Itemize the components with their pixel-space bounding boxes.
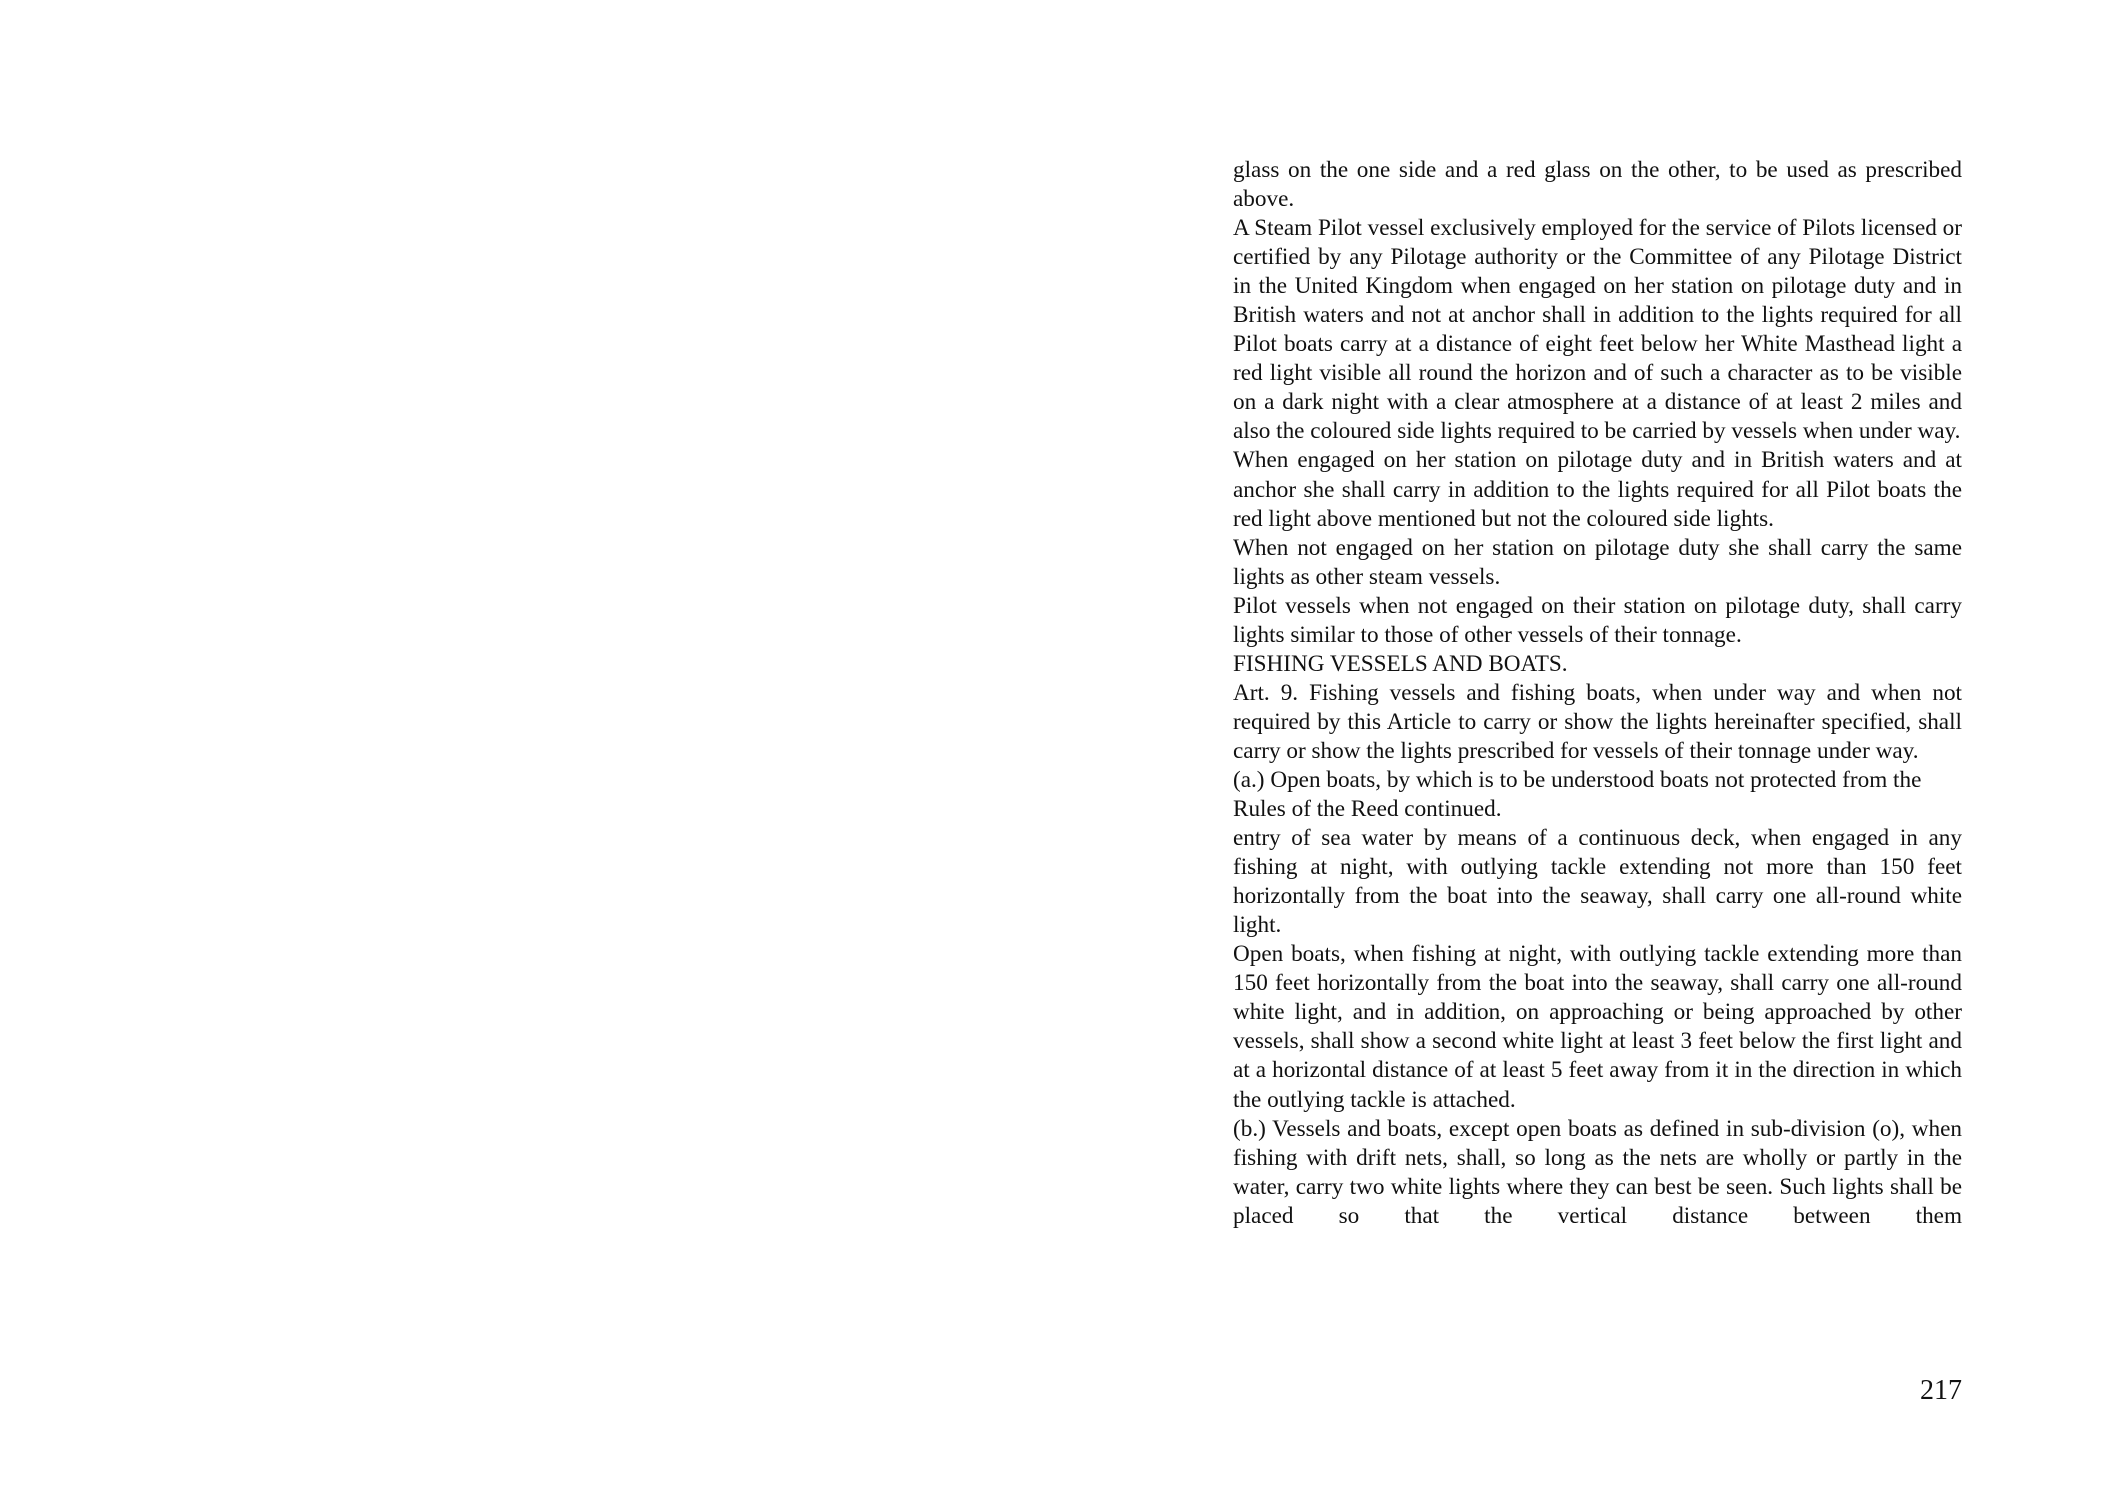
paragraph-entry-of-sea-water: entry of sea water by means of a continuous deck, when engaged in any fishing at night, with outlying tackle extending not more than 150 feet horizontally from the boat into the seaway, shall carry one all-round white light. xyxy=(1233,825,1962,939)
paragraph-open-boats-fishing: Open boats, when fishing at night, with outlying tackle extending more than 150 feet horizontally from the boat into the seaway, shall carry one all-round white light, and in addition, on approaching or being approached by other vessels, shall show a second white light at least 3 feet below the first light and at a horizontal distance of at least 5 feet away from it in the direction in which the outlying tackle is attached. xyxy=(1233,941,1962,1113)
running-note-rules-continued: Rules of the Reed continued. xyxy=(1233,796,1502,823)
paragraph-drift-nets-b: (b.) Vessels and boats, except open boats as defined in sub-division (o), when fishing with drift nets, shall, so long as the nets are wholly or partly in the water, carry two white lights where they can best be seen. Such lights shall be placed so that the vertical distance between them xyxy=(1233,1115,1962,1229)
paragraph-at-anchor: When engaged on her station on pilotage duty and in British waters and at anchor she shall carry in addition to the lights required for all Pilot boats the red light above mentioned but not the coloured side lights. xyxy=(1233,447,1962,532)
section-heading-fishing: FISHING VESSELS AND BOATS. xyxy=(1233,650,1568,677)
paragraph-open-boats-a: (a.) Open boats, by which is to be understood boats not protected from the xyxy=(1233,766,1922,793)
page-number: 217 xyxy=(1920,1375,1962,1406)
paragraph-not-engaged: When not engaged on her station on pilotage duty she shall carry the same lights as other steam vessels. xyxy=(1233,534,1962,590)
paragraph-pilot-vessels: Pilot vessels when not engaged on their station on pilotage duty, shall carry lights similar to those of other vessels of their tonnage. xyxy=(1233,592,1962,648)
text-column xyxy=(1233,156,1962,1231)
paragraph-art-9: Art. 9. Fishing vessels and fishing boats, when under way and when not required by this Article to carry or show the lights hereinafter specified, shall carry or show the lights prescribed for vessels of their tonnage under way. xyxy=(1233,679,1962,764)
paragraph-steam-pilot-vessel: A Steam Pilot vessel exclusively employed for the service of Pilots licensed or certified by any Pilotage authority or the Committee of any Pilotage District in the United Kingdom when engaged on her station on pilotage duty and in British waters and not at anchor shall in addition to the lights required for all Pilot boats carry at a distance of eight feet below her White Masthead light a red light visible all round the horizon and of such a character as to be visible on a dark night with a clear atmosphere at a distance of at least 2 miles and also the coloured side lights required to be carried by vessels when under way. xyxy=(1233,215,1962,445)
paragraph-glass-continued: glass on the one side and a red glass on the other, to be used as prescribed above. xyxy=(1233,157,1962,213)
